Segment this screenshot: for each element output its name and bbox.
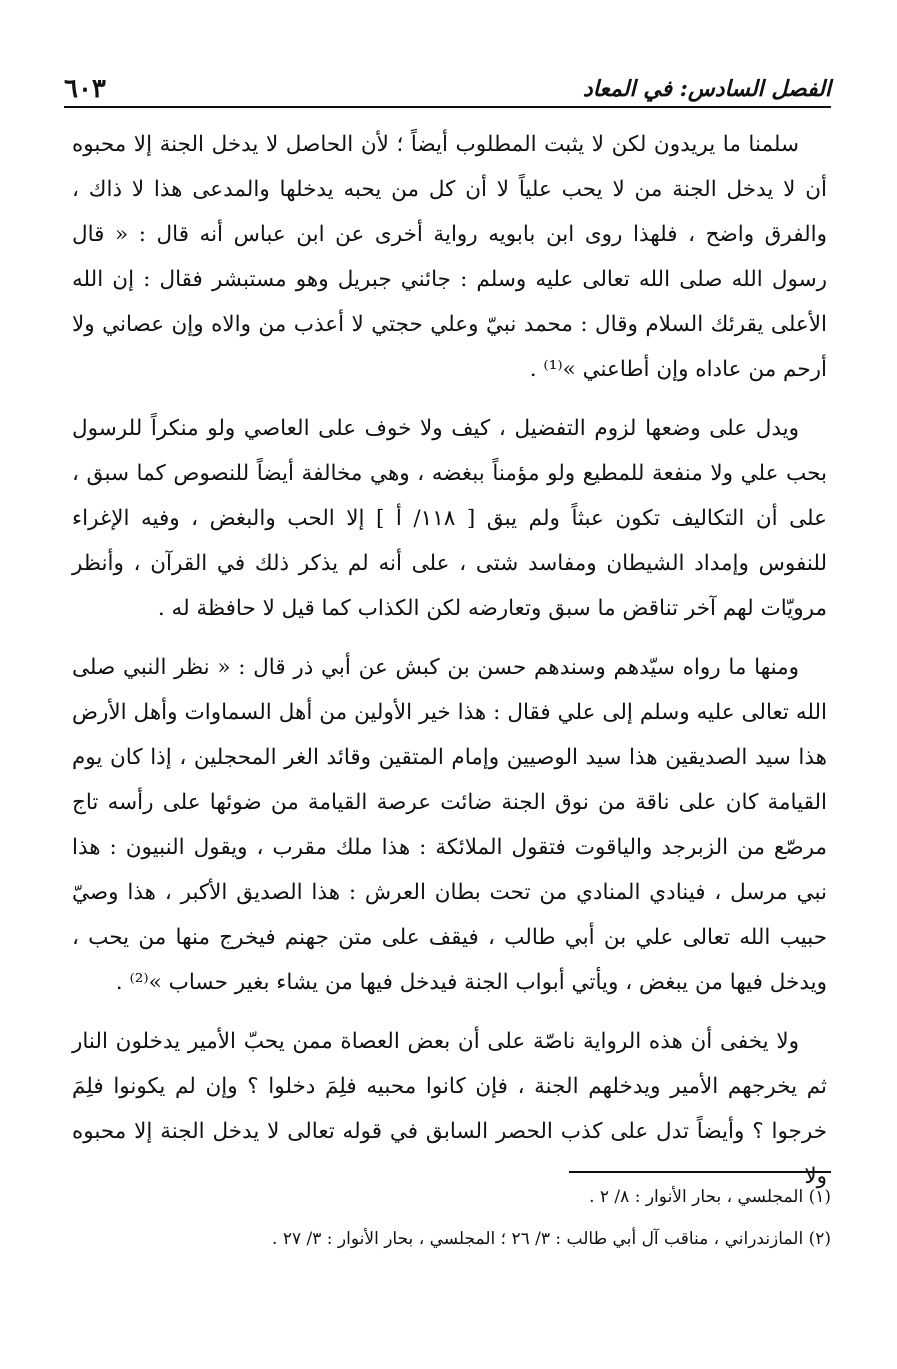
page-number: ٦٠٣: [64, 74, 106, 104]
footnote-divider: [569, 1171, 831, 1173]
footnote-2: (٢) المازندراني ، مناقب آل أبي طالب : ٣/ ٢٦ ؛ المجلسي ، بحار الأنوار : ٣/ ٢٧ .: [272, 1229, 831, 1249]
paragraph-1: سلمنا ما يريدون لكن لا يثبت المطلوب أيضاً ؛ لأن الحاصل لا يدخل الجنة إلا محبوه أن لا يدخل الجنة من لا يحب علياً لا أن كل من يحبه يدخلها والمدعى هذا لا ذاك ، والفرق واضح ، فلهذا روى ابن بابويه رواية أخرى عن ابن عباس أنه قال : « قال رسول الله صلى الله تعالى عليه وسلم : جائني جبريل وهو مستبشر فقال : إن الله الأعلى يقرئك السلام وقال : محمد نبيّ وعلي حجتي لا أعذب من والاه وإن عصاني ولا أرحم من عاداه وإن أطاعني »⁽¹⁾ .: [72, 132, 827, 382]
paragraph-2: ويدل على وضعها لزوم التفضيل ، كيف ولا خوف على العاصي ولو منكراً للرسول بحب علي ولا منفعة للمطيع ولو مؤمناً ببغضه ، وهي مخالفة أيضاً للنصوص كما سبق ، على أن التكاليف تكون عبثاً ولم يبق [ ١١٨/ أ ] إلا الحب والبغض ، وفيه الإغراء للنفوس وإمداد الشيطان ومفاسد شتى ، على أنه لم يذكر ذلك في القرآن ، وأنظر مرويّات لهم آخر تناقض ما سبق وتعارضه لكن الكذاب كما قيل لا حافظة له .: [72, 416, 827, 621]
page-header: [64, 60, 831, 108]
paragraph-3: ومنها ما رواه سيّدهم وسندهم حسن بن كبش عن أبي ذر قال : « نظر النبي صلى الله تعالى عليه وسلم إلى علي فقال : هذا خير الأولين من أهل السماوات وأهل الأرض هذا سيد الصديقين هذا سيد الوصيين وإمام المتقين وقائد الغر المحجلين ، إذا كان يوم القيامة كان على ناقة من نوق الجنة ضائت عرصة القيامة من ضوئها على رأسه تاج مرصّع من الزبرجد والياقوت فتقول الملائكة : هذا ملك مقرب ، ويقول النبيون : هذا نبي مرسل ، فينادي المنادي من تحت بطان العرش : هذا الصديق الأكبر ، هذا وصيّ حبيب الله تعالى علي بن أبي طالب ، فيقف على متن جهنم فيخرج منها من يحب ، ويدخل فيها من يبغض ، ويأتي أبواب الجنة فيدخل فيها من يشاء بغير حساب »⁽²⁾ .: [72, 655, 827, 995]
running-title: الفصل السادس: في المعاد: [582, 76, 831, 102]
footnote-1: (١) المجلسي ، بحار الأنوار : ٨/ ٢ .: [589, 1187, 831, 1207]
paragraph-4: ولا يخفى أن هذه الرواية ناصّة على أن بعض العصاة ممن يحبّ الأمير يدخلون النار ثم يخرجهم الأمير ويدخلهم الجنة ، فإن كانوا محبيه فلِمَ دخلوا ؟ وإن لم يكونوا فلِمَ خرجوا ؟ وأيضاً تدل على كذب الحصر السابق في قوله تعالى لا يدخل الجنة إلا محبوه ولا: [72, 1029, 827, 1189]
body-text: [72, 122, 827, 1213]
footnotes: [72, 1181, 831, 1265]
